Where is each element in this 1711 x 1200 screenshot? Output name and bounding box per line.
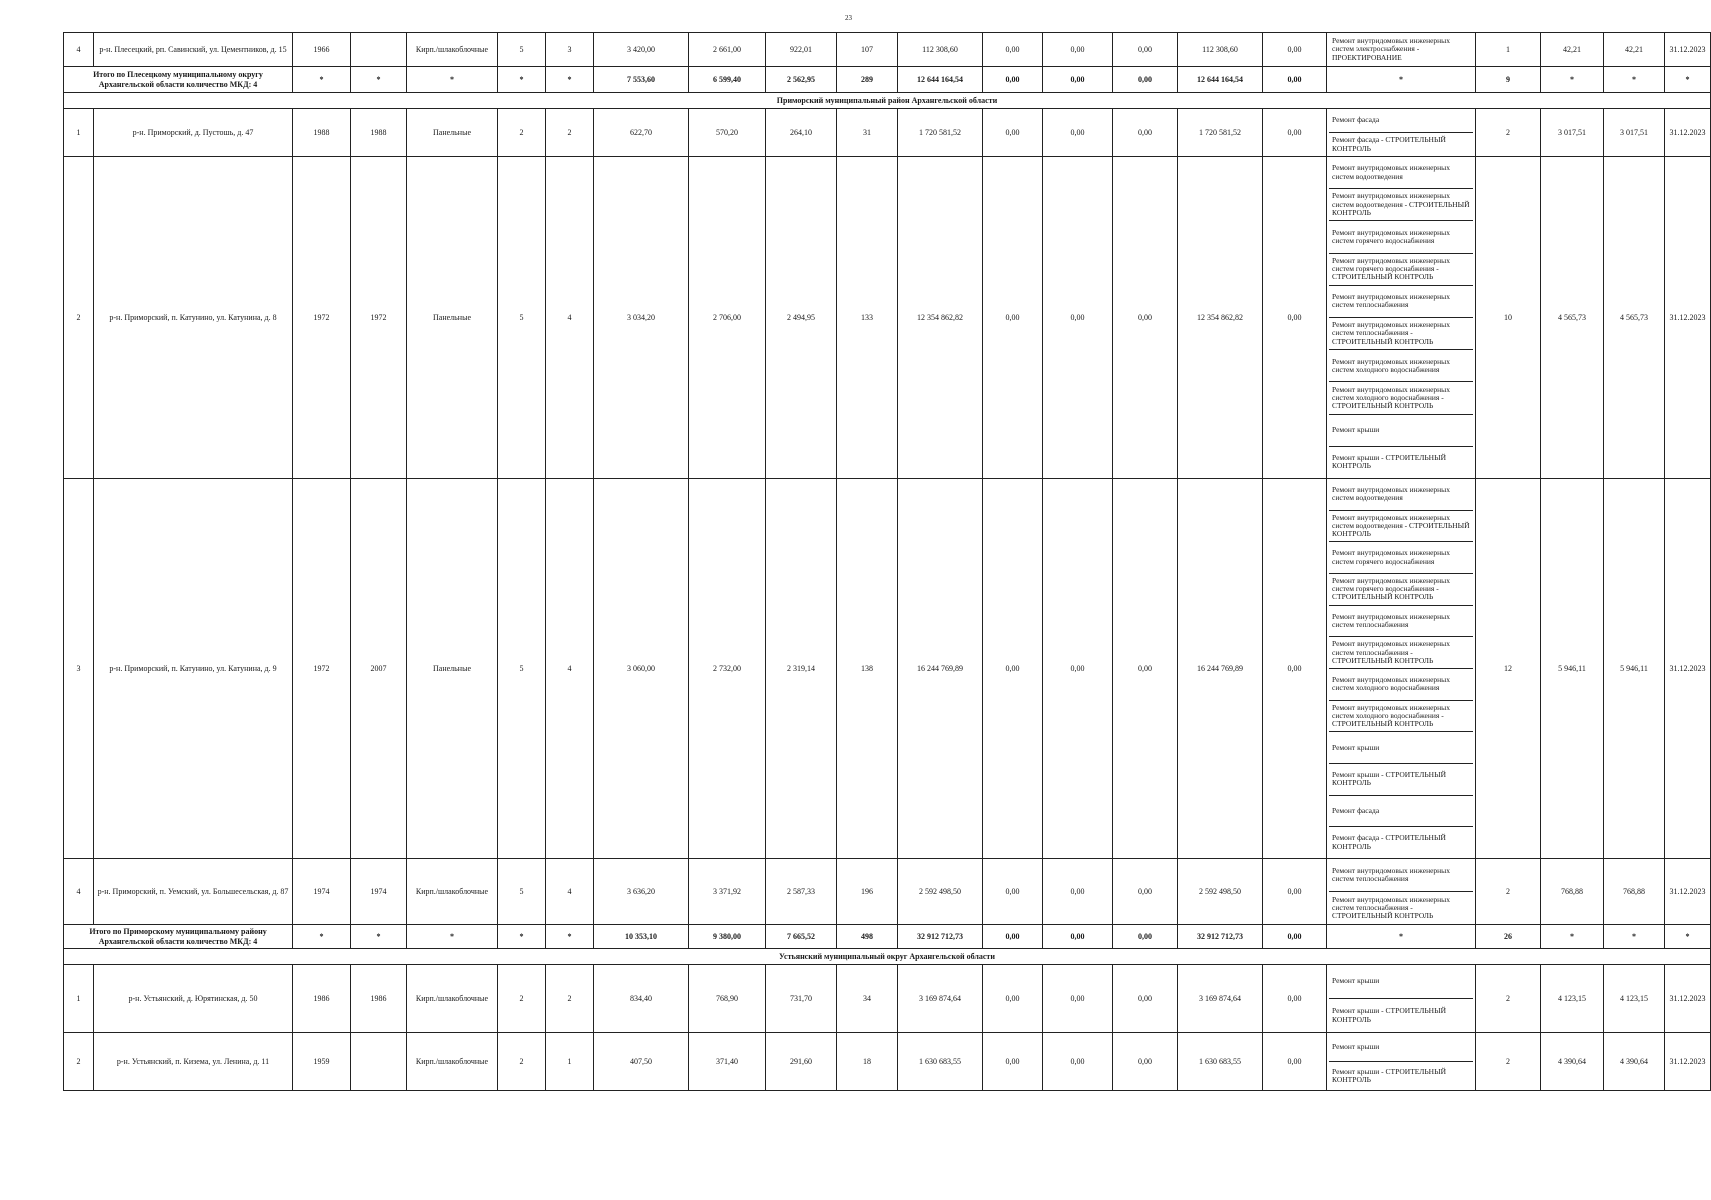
work-item: Ремонт внутридомовых инженерных систем холодного водоснабжения (1329, 669, 1473, 701)
cell-c2: 0,00 (1043, 109, 1113, 157)
unit-cost: 5 946,11 (1541, 479, 1604, 859)
unit-cost-max: 42,21 (1604, 33, 1665, 67)
works-count: 2 (1476, 109, 1541, 157)
cell-area-living: 2 587,33 (766, 859, 837, 925)
work-item: Ремонт внутридомовых инженерных систем горячего водоснабжения (1329, 542, 1473, 574)
row-number: 4 (64, 859, 94, 925)
house-row (64, 109, 1711, 157)
cell-area-living: 291,60 (766, 1033, 837, 1091)
total-row (64, 925, 1711, 949)
work-item: Ремонт внутридомовых инженерных систем электроснабжения - ПРОЕКТИРОВАНИЕ (1332, 36, 1450, 62)
cell-entrances: 2 (546, 965, 594, 1033)
cell-year-built: 1972 (293, 157, 351, 479)
cell-residents: 18 (837, 1033, 898, 1091)
cell-entrances: 1 (546, 1033, 594, 1091)
cell-cost-total: 1 720 581,52 (898, 109, 983, 157)
cell-area-living: 7 665,52 (766, 925, 837, 949)
works-count: 26 (1476, 925, 1541, 949)
unit-cost-max: * (1604, 67, 1665, 93)
work-item: Ремонт внутридомовых инженерных систем водоотведения - СТРОИТЕЛЬНЫЙ КОНТРОЛЬ (1329, 511, 1473, 543)
cell-residents: 498 (837, 925, 898, 949)
cell-floors: 5 (498, 479, 546, 859)
cell-cost-total: 1 630 683,55 (898, 1033, 983, 1091)
house-address: р-н. Устьянский, п. Кизема, ул. Ленина, д. 11 (94, 1033, 293, 1091)
cell-year-built: 1986 (293, 965, 351, 1033)
works-list (1329, 157, 1473, 478)
work-item: Ремонт внутридомовых инженерных систем горячего водоснабжения (1329, 221, 1473, 253)
cell-total-area: 407,50 (594, 1033, 689, 1091)
cell-c5: 0,00 (1263, 109, 1327, 157)
works-list (1329, 479, 1473, 858)
cell-c3: 0,00 (1113, 1033, 1178, 1091)
row-number: 3 (64, 479, 94, 859)
cell-area-living: 2 562,95 (766, 67, 837, 93)
unit-cost: 4 565,73 (1541, 157, 1604, 479)
cell-c3: 0,00 (1113, 157, 1178, 479)
cell-residents: 196 (837, 859, 898, 925)
cell-c4: 1 630 683,55 (1178, 1033, 1263, 1091)
work-item: Ремонт крыши - СТРОИТЕЛЬНЫЙ КОНТРОЛЬ (1329, 764, 1473, 796)
cell-entrances: 2 (546, 109, 594, 157)
cell-residents: 138 (837, 479, 898, 859)
cell-c3: 0,00 (1113, 925, 1178, 949)
cell-floors: 2 (498, 109, 546, 157)
works-list-cell (1327, 965, 1476, 1033)
cell-walls: Панельные (407, 157, 498, 479)
unit-cost: 42,21 (1541, 33, 1604, 67)
work-item: Ремонт фасада - СТРОИТЕЛЬНЫЙ КОНТРОЛЬ (1332, 833, 1446, 851)
cell-floors: 2 (498, 1033, 546, 1091)
cell-area-living: 922,01 (766, 33, 837, 67)
cell-cost-total: 12 354 862,82 (898, 157, 983, 479)
cell-floors: 2 (498, 965, 546, 1033)
work-item: Ремонт внутридомовых инженерных систем теплоснабжения (1329, 286, 1473, 318)
cell-year-overhaul (351, 33, 407, 67)
completion-date: 31.12.2023 (1665, 479, 1711, 859)
cell-cost-total: 112 308,60 (898, 33, 983, 67)
cell-walls: Панельные (407, 479, 498, 859)
cell-c4: 12 644 164,54 (1178, 67, 1263, 93)
cell-year-built: 1966 (293, 33, 351, 67)
house-row (64, 965, 1711, 1033)
completion-date: 31.12.2023 (1665, 109, 1711, 157)
total-label: Итого по Плесецкому муниципальному округу Архангельской области количество МКД: 4 (64, 67, 293, 93)
cell-cost-total: 3 169 874,64 (898, 965, 983, 1033)
work-item: Ремонт внутридомовых инженерных систем теплоснабжения (1329, 859, 1473, 892)
house-address: р-н. Приморский, п. Уемский, ул. Большесельская, д. 87 (94, 859, 293, 925)
cell-area-premises: 9 380,00 (689, 925, 766, 949)
work-item: Ремонт фасада - СТРОИТЕЛЬНЫЙ КОНТРОЛЬ (1332, 135, 1446, 153)
works-list-cell (1327, 33, 1476, 67)
cell-year-overhaul: 1988 (351, 109, 407, 157)
unit-cost: * (1541, 67, 1604, 93)
completion-date: 31.12.2023 (1665, 33, 1711, 67)
works-list-cell (1327, 479, 1476, 859)
cell-c5: 0,00 (1263, 859, 1327, 925)
unit-cost-max: 5 946,11 (1604, 479, 1665, 859)
cell-c2: 0,00 (1043, 479, 1113, 859)
cell-cost-total: 12 644 164,54 (898, 67, 983, 93)
unit-cost: * (1541, 925, 1604, 949)
unit-cost-max: 768,88 (1604, 859, 1665, 925)
cell-year-overhaul: * (351, 925, 407, 949)
cell-year-built: 1988 (293, 109, 351, 157)
works-list-cell (1327, 1033, 1476, 1091)
cell-walls: * (407, 925, 498, 949)
cell-c5: 0,00 (1263, 67, 1327, 93)
cell-c3: 0,00 (1113, 965, 1178, 1033)
cell-entrances: * (546, 925, 594, 949)
cell-area-living: 2 319,14 (766, 479, 837, 859)
house-address: р-н. Приморский, п. Катунино, ул. Катунина, д. 9 (94, 479, 293, 859)
house-address: р-н. Плесецкий, рп. Савинский, ул. Цементников, д. 15 (94, 33, 293, 67)
work-item: Ремонт внутридомовых инженерных систем горячего водоснабжения - СТРОИТЕЛЬНЫЙ КОНТРОЛЬ (1329, 574, 1473, 606)
cell-c1: 0,00 (983, 479, 1043, 859)
cell-c2: 0,00 (1043, 1033, 1113, 1091)
cell-year-built: * (293, 925, 351, 949)
cell-c4: 3 169 874,64 (1178, 965, 1263, 1033)
cell-year-built: 1972 (293, 479, 351, 859)
cell-residents: 31 (837, 109, 898, 157)
cell-year-overhaul: * (351, 67, 407, 93)
cell-c4: 112 308,60 (1178, 33, 1263, 67)
work-item: Ремонт внутридомовых инженерных систем водоотведения (1329, 479, 1473, 511)
cell-c3: 0,00 (1113, 33, 1178, 67)
cell-c3: 0,00 (1113, 109, 1178, 157)
cell-c5: 0,00 (1263, 157, 1327, 479)
cell-year-overhaul: 1986 (351, 965, 407, 1033)
unit-cost-max: 4 123,15 (1604, 965, 1665, 1033)
cell-area-premises: 570,20 (689, 109, 766, 157)
total-row (64, 67, 1711, 93)
cell-c2: 0,00 (1043, 859, 1113, 925)
works-list (1329, 33, 1473, 66)
cell-year-overhaul: 1974 (351, 859, 407, 925)
work-item: Ремонт внутридомовых инженерных систем водоотведения (1329, 157, 1473, 189)
cell-c4: 16 244 769,89 (1178, 479, 1263, 859)
works-list-cell (1327, 859, 1476, 925)
cell-c4: 32 912 712,73 (1178, 925, 1263, 949)
works-list (1329, 109, 1473, 156)
work-item: Ремонт внутридомовых инженерных систем теплоснабжения - СТРОИТЕЛЬНЫЙ КОНТРОЛЬ (1332, 894, 1450, 921)
cell-c4: 2 592 498,50 (1178, 859, 1263, 925)
cell-c5: 0,00 (1263, 965, 1327, 1033)
cell-c2: 0,00 (1043, 157, 1113, 479)
cell-c1: 0,00 (983, 965, 1043, 1033)
cell-walls: Кирп./шлакоблочные (407, 965, 498, 1033)
work-item: Ремонт внутридомовых инженерных систем теплоснабжения (1329, 606, 1473, 638)
cell-c5: 0,00 (1263, 479, 1327, 859)
cell-c5: 0,00 (1263, 1033, 1327, 1091)
cell-cost-total: 2 592 498,50 (898, 859, 983, 925)
section-header-row (64, 93, 1711, 109)
cell-floors: * (498, 925, 546, 949)
cell-entrances: 4 (546, 157, 594, 479)
cell-cost-total: 16 244 769,89 (898, 479, 983, 859)
cell-area-premises: 3 371,92 (689, 859, 766, 925)
cell-walls: Кирп./шлакоблочные (407, 859, 498, 925)
page-number: 23 (845, 14, 852, 22)
work-item: Ремонт внутридомовых инженерных систем теплоснабжения - СТРОИТЕЛЬНЫЙ КОНТРОЛЬ (1329, 637, 1473, 669)
cell-c3: 0,00 (1113, 67, 1178, 93)
cell-year-overhaul: 1972 (351, 157, 407, 479)
house-address: р-н. Приморский, д. Пустошь, д. 47 (94, 109, 293, 157)
row-number: 2 (64, 157, 94, 479)
house-row (64, 479, 1711, 859)
works-count: 12 (1476, 479, 1541, 859)
house-row (64, 859, 1711, 925)
completion-date: * (1665, 925, 1711, 949)
cell-entrances: 4 (546, 479, 594, 859)
unit-cost: 4 123,15 (1541, 965, 1604, 1033)
unit-cost-max: * (1604, 925, 1665, 949)
section-header-row (64, 949, 1711, 965)
work-item: Ремонт крыши (1329, 415, 1473, 447)
section-title: Приморский муниципальный район Архангельской области (64, 93, 1711, 109)
work-item: Ремонт фасада (1329, 109, 1473, 133)
cell-c1: 0,00 (983, 67, 1043, 93)
completion-date: 31.12.2023 (1665, 859, 1711, 925)
work-item: Ремонт внутридомовых инженерных систем теплоснабжения - СТРОИТЕЛЬНЫЙ КОНТРОЛЬ (1329, 318, 1473, 350)
cell-c1: 0,00 (983, 33, 1043, 67)
cell-c1: 0,00 (983, 925, 1043, 949)
cell-residents: 133 (837, 157, 898, 479)
works-count: 1 (1476, 33, 1541, 67)
work-item: Ремонт крыши (1329, 965, 1473, 999)
cell-year-overhaul: 2007 (351, 479, 407, 859)
unit-cost-max: 3 017,51 (1604, 109, 1665, 157)
work-item: Ремонт крыши - СТРОИТЕЛЬНЫЙ КОНТРОЛЬ (1332, 1066, 1447, 1084)
row-number: 1 (64, 965, 94, 1033)
unit-cost-max: 4 565,73 (1604, 157, 1665, 479)
cell-cost-total: 32 912 712,73 (898, 925, 983, 949)
cell-c1: 0,00 (983, 157, 1043, 479)
house-row (64, 1033, 1711, 1091)
cell-area-premises: 2 732,00 (689, 479, 766, 859)
cell-c3: 0,00 (1113, 859, 1178, 925)
unit-cost: 4 390,64 (1541, 1033, 1604, 1091)
cell-total-area: 7 553,60 (594, 67, 689, 93)
unit-cost: 3 017,51 (1541, 109, 1604, 157)
work-item: Ремонт крыши (1329, 732, 1473, 764)
section-title: Устьянский муниципальный округ Архангельской области (64, 949, 1711, 965)
work-item: Ремонт фасада (1329, 796, 1473, 828)
row-number: 4 (64, 33, 94, 67)
cell-residents: 289 (837, 67, 898, 93)
cell-total-area: 834,40 (594, 965, 689, 1033)
works-count: 2 (1476, 1033, 1541, 1091)
cell-residents: 107 (837, 33, 898, 67)
work-item: Ремонт внутридомовых инженерных систем холодного водоснабжения (1329, 350, 1473, 382)
completion-date: 31.12.2023 (1665, 1033, 1711, 1091)
cell-c1: 0,00 (983, 1033, 1043, 1091)
cell-area-premises: 2 661,00 (689, 33, 766, 67)
cell-c2: 0,00 (1043, 67, 1113, 93)
cell-entrances: * (546, 67, 594, 93)
cell-walls: Панельные (407, 109, 498, 157)
cell-area-premises: 6 599,40 (689, 67, 766, 93)
work-item: Ремонт крыши (1329, 1033, 1473, 1062)
unit-cost: 768,88 (1541, 859, 1604, 925)
cell-year-built: 1974 (293, 859, 351, 925)
cell-total-area: 622,70 (594, 109, 689, 157)
work-item: Ремонт внутридомовых инженерных систем холодного водоснабжения - СТРОИТЕЛЬНЫЙ КОНТРОЛЬ (1329, 382, 1473, 414)
total-label: Итого по Приморскому муниципальному району Архангельской области количество МКД: 4 (64, 925, 293, 949)
cell-area-living: 2 494,95 (766, 157, 837, 479)
cell-area-living: 264,10 (766, 109, 837, 157)
cell-c1: 0,00 (983, 109, 1043, 157)
cell-area-premises: 371,40 (689, 1033, 766, 1091)
cell-total-area: 3 420,00 (594, 33, 689, 67)
house-address: р-н. Приморский, п. Катунино, ул. Катунина, д. 8 (94, 157, 293, 479)
row-number: 1 (64, 109, 94, 157)
cell-year-overhaul (351, 1033, 407, 1091)
cell-c4: 12 354 862,82 (1178, 157, 1263, 479)
cell-floors: 5 (498, 157, 546, 479)
house-address: р-н. Устьянский, д. Юрятинская, д. 50 (94, 965, 293, 1033)
cell-year-built: 1959 (293, 1033, 351, 1091)
cell-walls: Кирп./шлакоблочные (407, 1033, 498, 1091)
completion-date: 31.12.2023 (1665, 965, 1711, 1033)
house-row (64, 33, 1711, 67)
cell-area-premises: 768,90 (689, 965, 766, 1033)
completion-date: 31.12.2023 (1665, 157, 1711, 479)
cell-c4: 1 720 581,52 (1178, 109, 1263, 157)
register-body (64, 33, 1711, 1091)
cell-total-area: 3 034,20 (594, 157, 689, 479)
unit-cost-max: 4 390,64 (1604, 1033, 1665, 1091)
cell-entrances: 3 (546, 33, 594, 67)
cell-area-living: 731,70 (766, 965, 837, 1033)
works-list-cell (1327, 157, 1476, 479)
works-count: 2 (1476, 965, 1541, 1033)
works-list (1329, 965, 1473, 1032)
cell-c5: 0,00 (1263, 925, 1327, 949)
works-cell: * (1327, 67, 1476, 93)
works-count: 2 (1476, 859, 1541, 925)
works-count: 9 (1476, 67, 1541, 93)
cell-residents: 34 (837, 965, 898, 1033)
cell-c5: 0,00 (1263, 33, 1327, 67)
cell-total-area: 10 353,10 (594, 925, 689, 949)
cell-area-premises: 2 706,00 (689, 157, 766, 479)
works-list (1329, 859, 1473, 924)
cell-floors: * (498, 67, 546, 93)
cell-c3: 0,00 (1113, 479, 1178, 859)
work-item: Ремонт крыши - СТРОИТЕЛЬНЫЙ КОНТРОЛЬ (1332, 453, 1447, 471)
works-list (1329, 1033, 1473, 1090)
work-item: Ремонт внутридомовых инженерных систем холодного водоснабжения - СТРОИТЕЛЬНЫЙ КОНТРОЛЬ (1329, 701, 1473, 733)
cell-c1: 0,00 (983, 859, 1043, 925)
cell-floors: 5 (498, 859, 546, 925)
cell-walls: Кирп./шлакоблочные (407, 33, 498, 67)
cell-total-area: 3 060,00 (594, 479, 689, 859)
cell-total-area: 3 636,20 (594, 859, 689, 925)
works-cell: * (1327, 925, 1476, 949)
works-count: 10 (1476, 157, 1541, 479)
work-item: Ремонт внутридомовых инженерных систем водоотведения - СТРОИТЕЛЬНЫЙ КОНТРОЛЬ (1329, 189, 1473, 221)
completion-date: * (1665, 67, 1711, 93)
house-row (64, 157, 1711, 479)
cell-walls: * (407, 67, 498, 93)
cell-c2: 0,00 (1043, 925, 1113, 949)
cell-c2: 0,00 (1043, 33, 1113, 67)
cell-c2: 0,00 (1043, 965, 1113, 1033)
row-number: 2 (64, 1033, 94, 1091)
work-item: Ремонт крыши - СТРОИТЕЛЬНЫЙ КОНТРОЛЬ (1332, 1006, 1447, 1024)
overhaul-register-table (63, 32, 1711, 1091)
work-item: Ремонт внутридомовых инженерных систем горячего водоснабжения - СТРОИТЕЛЬНЫЙ КОНТРОЛЬ (1329, 254, 1473, 286)
works-list-cell (1327, 109, 1476, 157)
cell-entrances: 4 (546, 859, 594, 925)
cell-year-built: * (293, 67, 351, 93)
cell-floors: 5 (498, 33, 546, 67)
